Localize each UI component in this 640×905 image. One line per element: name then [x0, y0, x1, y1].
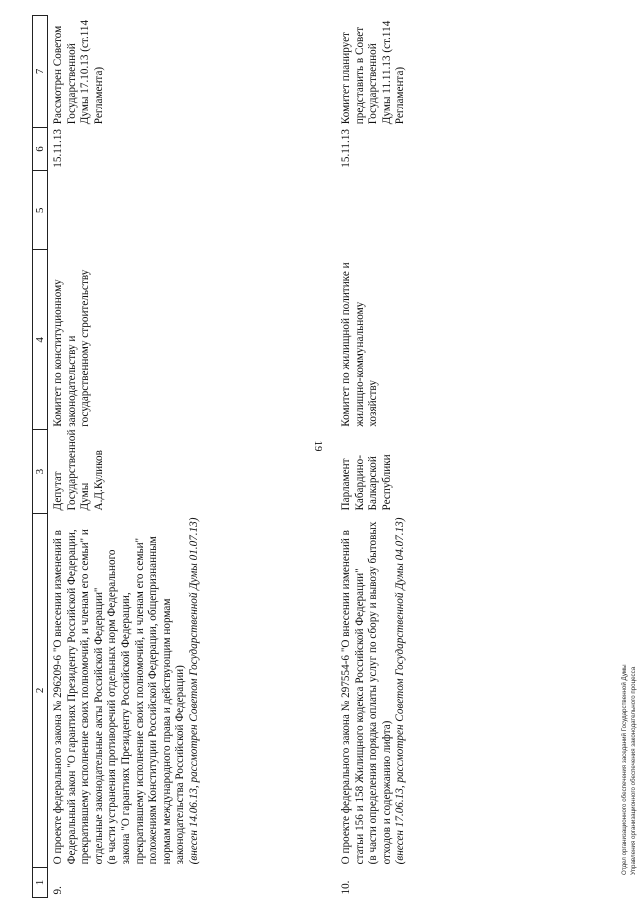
column-header-2: 2: [33, 513, 48, 867]
date-cell: 15.11.13: [340, 128, 352, 168]
responsible-committee: Комитет по жилищной политике и жилищно-коммунальному хозяйству: [340, 262, 380, 427]
table-row: [48, 16, 341, 898]
column-5-cell: [48, 171, 341, 250]
column-5-cell: [340, 171, 408, 250]
bill-description: [48, 513, 341, 867]
footer: [620, 15, 638, 875]
column-header-7: 7: [33, 16, 48, 128]
column-header-6: 6: [33, 127, 48, 171]
footer-line-1: Отдел организационного обеспечения заседаний Государственной Думы: [621, 664, 628, 875]
status-cell: Комитет планирует представить в Совет Государственной Думы 11.11.13 (ст.114 Регламента): [340, 20, 407, 125]
column-number-row: [33, 16, 48, 898]
row-number: 9.: [52, 886, 64, 895]
date-cell: 15.11.13: [52, 128, 64, 168]
bill-note: (в части устранения противоречий отдельных норм Федерального закона "О гарантиях Президенту Российской Федерации, прекратившему исполнение своих полномочий, и членам его семьи" положениям Конституции Российской Федерации, общепризнанным нормам международного права и действующим нормам законодательства Российской Федерации): [106, 536, 187, 865]
footer-line-2: Управления организационного обеспечения законодательного процесса: [630, 666, 637, 875]
bill-author: Депутат Государственной Думы А.Д.Куликов: [52, 429, 105, 511]
column-header-5: 5: [33, 171, 48, 250]
bill-author: Парламент Кабардино-Балкарской Республики: [340, 454, 393, 511]
status-cell: Рассмотрен Советом Государственной Думы 17.10.13 (ст.114 Регламента): [52, 19, 105, 125]
page-number: 19: [312, 440, 324, 452]
bill-title: О проекте федерального закона № 297554-6 "О внесении изменений в статьи 156 и 158 Жилищного кодекса Российской Федерации": [340, 530, 366, 865]
bill-description: [340, 513, 408, 867]
column-header-4: 4: [33, 250, 48, 430]
responsible-committee: Комитет по конституционному законодательству и государственному строительству: [52, 269, 92, 427]
bill-submission: (внесен 14.06.13, рассмотрен Советом Государственной Думы 01.07.13): [187, 517, 200, 865]
bill-title: О проекте федерального закона № 296209-6 "О внесении изменений в Федеральный закон "О гарантиях Президенту Российской Федерации, прекратившему исполнение своих полномочий, и членам его семьи" и отдельные законодательные акты Российской Федерации": [52, 529, 105, 865]
agenda-table: [32, 15, 408, 898]
bill-note: (в части определения порядка оплаты услуг по сбору и вывозу бытовых отходов и содержанию лифта): [367, 521, 393, 865]
column-header-1: 1: [33, 867, 48, 897]
column-header-3: 3: [33, 430, 48, 514]
row-number: 10.: [340, 880, 352, 895]
bill-submission: (внесен 17.06.13, рассмотрен Советом Государственной Думы 04.07.13): [394, 517, 407, 865]
agenda-sheet: [32, 3, 617, 898]
table-row: [340, 16, 408, 898]
